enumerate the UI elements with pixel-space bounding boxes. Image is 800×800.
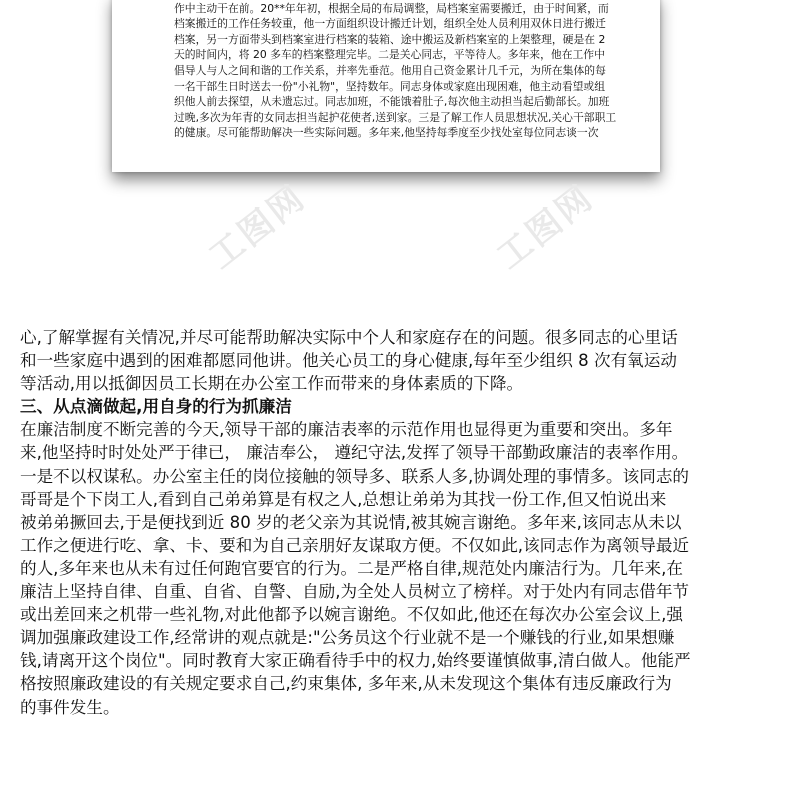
thumbnail-text (174, 0, 646, 141)
thumbnail-line: 倡导人与人之间和谐的工作关系，并率先垂范。他用自己资金累计几千元，为所在集体的每 (174, 63, 606, 77)
thumbnail-line: 织他人前去探望，从未遗忘过。同志加班，不能饿着肚子,每次他主动担当起后勤部长。加班 (174, 95, 610, 109)
thumbnail-line: 档案搬迁的工作任务较重，他一方面组织设计搬迁计划，组织全处人员利用双休日进行搬迁 (174, 17, 606, 31)
paragraph-line: 调加强廉政建设工作,经常讲的观点就是:"公务员这个行业就不是一个赚钱的行业,如果想赚 (20, 628, 675, 648)
paragraph-line: 和一些家庭中遇到的困难都愿同他讲。他关心员工的身心健康,每年至少组织 8 次有氧运动 (20, 351, 677, 371)
paragraph-line: 的人,多年来也从未有过任何跑官要官的行为。二是严格自律,规范处内廉洁行为。几年来,在 (20, 558, 683, 578)
paragraph-line: 的事件发生。 (20, 697, 120, 717)
paragraph-line: 格按照廉政建设的有关规定要求自己,约束集体, 多年来,从未发现这个集体有违反廉政行为 (20, 674, 672, 694)
paragraph-line: 等活动,用以抵御因员工长期在办公室工作而带来的身体素质的下降。 (20, 374, 524, 394)
thumbnail-line: 过晚,多次为年青的女同志担当起护花使者,送到家。三是了解工作人员思想状况,关心干部职工 (174, 110, 617, 124)
thumbnail-line: 天的时间内，将 20 多车的档案整理完毕。二是关心同志，平等待人。多年来，他在工作中 (174, 48, 605, 62)
paragraph-line: 哥哥是个下岗工人,看到自己弟弟算是有权之人,总想让弟弟为其找一份工作,但又怕说出来 (20, 489, 667, 509)
watermark: 工图网 (489, 177, 602, 278)
paragraph-line: 或出差回来之机带一些礼物,对此他都予以婉言谢绝。不仅如此,他还在每次办公室会议上,强 (20, 605, 683, 625)
paragraph-line: 工作之便进行吃、拿、卡、要和为自己亲朋好友谋取方便。不仅如此,该同志作为离领导最近 (20, 535, 690, 555)
thumbnail-line: 档案，另一方面带头到档案室进行档案的装箱、途中搬运及新档案室的上架整理，硬是在 2 (174, 32, 606, 46)
watermark: 工图网 (201, 177, 314, 278)
document-thumbnail (112, 0, 660, 172)
paragraph-line: 来,他坚持时时处处严于律已， 廉洁奉公， 遵纪守法,发挥了领导干部勤政廉洁的表率作用。 (20, 443, 689, 463)
paragraph-line: 被弟弟撅回去,于是便找到近 80 岁的老父亲为其说情,被其婉言谢绝。多年来,该同志从未以 (20, 512, 682, 532)
main-text (20, 326, 782, 719)
paragraph-line: 钱,请离开这个岗位"。同时教育大家正确看待手中的权力,始终要谨慎做事,清白做人。他能严 (20, 651, 691, 671)
paragraph-line: 廉洁上坚持自律、自重、自省、自警、自励,为全处人员树立了榜样。对于处内有同志借年节 (20, 582, 690, 602)
thumbnail-line: 的健康。尽可能帮助解决一些实际问题。多年来,他坚持每季度至少找处室每位同志谈一次 (174, 126, 599, 140)
paragraph-line: 一是不以权谋私。办公室主任的岗位接触的领导多、联系人多,协调处理的事情多。该同志的 (20, 466, 690, 486)
thumbnail-line: 作中主动干在前。20**年年初，根据全局的布局调整，局档案室需要搬迁，由于时间紧，而 (174, 1, 609, 15)
paragraph-line: 在廉洁制度不断完善的今天,领导干部的廉洁表率的示范作用也显得更为重要和突出。多年 (20, 420, 673, 440)
section-heading: 三、从点滴做起,用自身的行为抓廉洁 (20, 397, 292, 417)
thumbnail-line: 一名干部生日时送去一份"小礼物"，坚持数年。同志身体或家庭出现困难，他主动看望或组 (174, 79, 606, 93)
paragraph-line: 心,了解掌握有关情况,并尽可能帮助解决实际中个人和家庭存在的问题。很多同志的心里话 (20, 328, 678, 347)
